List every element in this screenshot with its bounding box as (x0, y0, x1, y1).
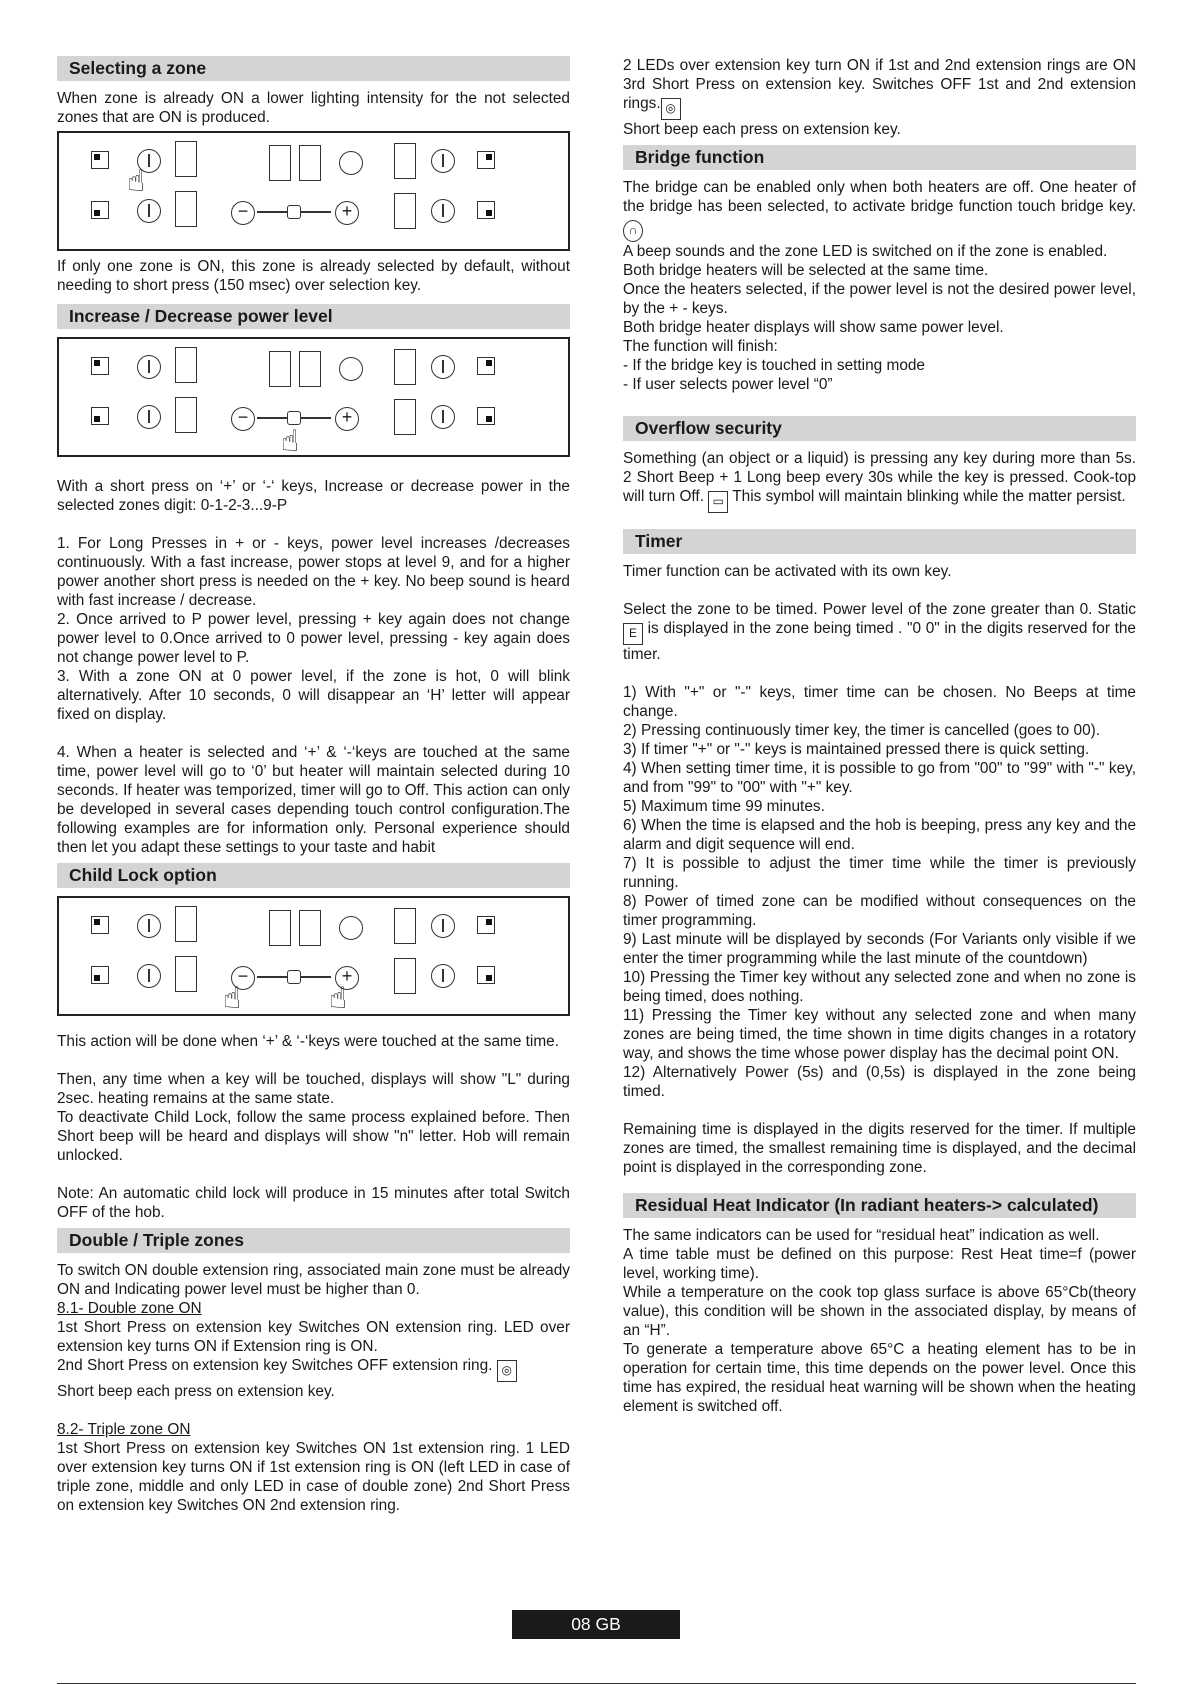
double-zone-subheading: 8.1- Double zone ON (57, 1300, 202, 1317)
timer-digit-display (269, 351, 291, 387)
timer-static-symbol-icon: E (623, 623, 643, 645)
plus-key-icon: + (335, 966, 359, 990)
timer-key-icon (339, 151, 363, 175)
child-lock-p1: This action will be done when ‘+’ & ‘-‘keys were touched at the same time. (57, 1033, 560, 1050)
bridge-p2: A beep sounds and the zone LED is switched on if the zone is enabled. (623, 243, 1108, 260)
bridge-p1: The bridge can be enabled only when both heaters are off. One heater of the bridge has been selected, to activate bridge function touch bridge key. (623, 179, 1136, 215)
timer-p1: Timer function can be activated with its own key. (623, 563, 952, 580)
zone-digit-display (175, 191, 197, 227)
power-level-p3: 2. Once arrived to P power level, pressing + key again does not change power level to 0.Once arrived to 0 power level, pressing - key again does not change power level to P. (57, 611, 570, 666)
hand-pointer-icon: ☝ (127, 165, 146, 198)
timer-item: 6) When the time is elapsed and the hob is beeping, press any key and the alarm and digit sequence will end. (623, 817, 1136, 853)
extension-cont-p2: Short beep each press on extension key. (623, 121, 901, 138)
child-lock-p3: To deactivate Child Lock, follow the same process explained before. Then Short beep will be heard and displays will show "n" letter. Hob will remain unlocked. (57, 1109, 570, 1164)
bridge-p3: Both bridge heaters will be selected at the same time. (623, 262, 989, 279)
zone-digit-display (175, 347, 197, 383)
zone-key-bottom (91, 966, 109, 984)
overflow-symbol-icon: ▭ (708, 491, 728, 513)
residual-p3: While a temperature on the cook top glass surface is above 65°Cb(theory value), this condition will be shown in the associated display, by means of an “H”. (623, 1284, 1136, 1339)
child-lock-p2: Then, any time when a key will be touched, displays will show "L" during 2sec. heating remains at the same state. (57, 1071, 570, 1107)
timer-p2a: Select the zone to be timed. Power level of the zone greater than 0. Static (623, 601, 1136, 618)
led-indicator (486, 360, 492, 366)
zone-key-right-top (477, 916, 495, 934)
timer-list (623, 683, 1136, 1101)
timer-digit-display (269, 910, 291, 946)
power-key-icon (431, 405, 455, 429)
residual-p4: To generate a temperature above 65°C a heating element has to be in operation for certain time, this time depends on the power level. Once this time has expired, the residual heat warning will be shown when the heating element is switched off. (623, 1341, 1136, 1415)
section-header-selecting-zone: Selecting a zone (57, 56, 570, 81)
timer-item: 10) Pressing the Timer key without any selected zone and when no zone is being timed, does nothing. (623, 969, 1136, 1005)
led-indicator (486, 919, 492, 925)
zone-key-bottom (91, 201, 109, 219)
zone-key-top (91, 357, 109, 375)
zone-key-right-top (477, 357, 495, 375)
power-level-p1: With a short press on ‘+’ or ‘-‘ keys, Increase or decrease power in the selected zones digit: 0-1-2-3...9-P (57, 478, 570, 514)
timer-key-icon (339, 916, 363, 940)
extension-cont-p1: 2 LEDs over extension key turn ON if 1st and 2nd extension rings are ON 3rd Short Press on extension key. Switches OFF 1st and 2nd extension rings. (623, 57, 1136, 112)
page-number: 08 GB (512, 1610, 680, 1639)
zone-key-top (91, 151, 109, 169)
double-triple-p3: 2nd Short Press on extension key Switches OFF extension ring. (57, 1357, 493, 1374)
extension-cont-p1-line (623, 56, 1136, 120)
power-level-p5: 4. When a heater is selected and ‘+’ & ‘-‘keys are touched at the same time, power level will go to ‘0’ but heater will maintain selected during 10 seconds. If heater was temporized, timer will go to Off. This action can only be developed in several cases depending touch control configuration.The following examples are for information only. Personal experience should then let you adapt these settings to your taste and habit (57, 744, 570, 856)
timer-key-icon (339, 357, 363, 381)
timer-p3: Remaining time is displayed in the digits reserved for the timer. If multiple zones are timed, the smallest remaining time is displayed, and the decimal point is displayed in the corresponding zone. (623, 1121, 1136, 1176)
bridge-p7: - If the bridge key is touched in setting mode (623, 357, 925, 374)
right-column (623, 56, 1136, 1416)
hand-pointer-icon: ☝ (281, 425, 300, 458)
double-triple-p2: 1st Short Press on extension key Switches ON extension ring. LED over extension key turns ON if Extension ring is ON. (57, 1319, 570, 1355)
power-key-icon (431, 914, 455, 938)
zone-digit-display (394, 958, 416, 994)
timer-p2 (623, 600, 1136, 664)
bridge-key-icon: ∩ (623, 220, 643, 242)
timer-item: 7) It is possible to adjust the timer time while the timer is previously running. (623, 855, 1136, 891)
residual-p1: The same indicators can be used for “residual heat” indication as well. (623, 1227, 1100, 1244)
led-indicator (94, 416, 100, 422)
control-panel-diagram-1 (57, 131, 570, 251)
plus-key-icon: + (335, 407, 359, 431)
lock-key-icon (287, 411, 301, 425)
section-header-timer: Timer (623, 529, 1136, 554)
hand-pointer-icon: ☝ (223, 982, 242, 1015)
led-indicator (94, 975, 100, 981)
control-panel-diagram-3 (57, 896, 570, 1016)
led-indicator (94, 919, 100, 925)
control-panel-diagram-2 (57, 337, 570, 457)
lock-key-icon (287, 970, 301, 984)
section-header-double-triple: Double / Triple zones (57, 1228, 570, 1253)
timer-item: 5) Maximum time 99 minutes. (623, 798, 825, 815)
timer-item: 12) Alternatively Power (5s) and (0,5s) is displayed in the zone being timed. (623, 1064, 1136, 1100)
power-key-icon (137, 199, 161, 223)
zone-digit-display (175, 956, 197, 992)
triple-zone-subheading: 8.2- Triple zone ON (57, 1421, 191, 1438)
zone-digit-display (175, 141, 197, 177)
double-triple-p3-line (57, 1356, 570, 1382)
led-indicator (94, 360, 100, 366)
zone-digit-display (394, 908, 416, 944)
bridge-p8: - If user selects power level “0” (623, 376, 833, 393)
hand-pointer-icon: ☝ (329, 982, 348, 1015)
timer-digit-display (269, 145, 291, 181)
led-indicator (486, 975, 492, 981)
section-header-residual-heat: Residual Heat Indicator (In radiant heaters-> calculated) (623, 1193, 1136, 1218)
plus-key-icon: + (335, 201, 359, 225)
bridge-p5: Both bridge heater displays will show same power level. (623, 319, 1004, 336)
section-header-power-level: Increase / Decrease power level (57, 304, 570, 329)
left-column (57, 56, 570, 1515)
timer-digit-display (299, 145, 321, 181)
timer-digit-display (299, 910, 321, 946)
double-triple-p1: To switch ON double extension ring, associated main zone must be already ON and Indicating power level must be higher than 0. (57, 1262, 570, 1298)
double-triple-p5: 1st Short Press on extension key Switches ON 1st extension ring. 1 LED over extension key turns ON if 1st extension ring is ON (left LED in case of triple zone, middle and only LED in case of double zone) 2nd Short Press on extension key Switches ON 2nd extension ring. (57, 1440, 570, 1514)
power-level-p4: 3. With a zone ON at 0 power level, if the zone is hot, 0 will blink alternatively. After 10 seconds, 0 will disappear an ‘H’ letter will appear fixed on display. (57, 668, 570, 723)
power-key-icon (431, 199, 455, 223)
power-key-icon (137, 355, 161, 379)
led-indicator (486, 210, 492, 216)
zone-key-bottom (91, 407, 109, 425)
zone-digit-display (394, 193, 416, 229)
minus-key-icon: − (231, 201, 255, 225)
timer-item: 2) Pressing continuously timer key, the timer is cancelled (goes to 00). (623, 722, 1101, 739)
led-indicator (486, 416, 492, 422)
zone-digit-display (175, 397, 197, 433)
led-indicator (94, 154, 100, 160)
timer-item: 9) Last minute will be displayed by seconds (For Variants only visible if we enter the timer programming while the last minute of the countdown) (623, 931, 1136, 967)
lock-key-icon (287, 205, 301, 219)
power-key-icon (431, 964, 455, 988)
zone-key-right-bottom (477, 966, 495, 984)
timer-item: 4) When setting timer time, it is possible to go from "00" to "99" with "-" key, and from "99" to "00" with "+" key. (623, 760, 1136, 796)
overflow-p1b: This symbol will maintain blinking while the matter persist. (732, 488, 1126, 505)
child-lock-p4: Note: An automatic child lock will produce in 15 minutes after total Switch OFF of the hob. (57, 1185, 570, 1221)
power-key-icon (431, 355, 455, 379)
extension-ring-icon: ◎ (497, 1360, 517, 1382)
timer-item: 1) With "+" or "-" keys, timer time can be chosen. No Beeps at time change. (623, 684, 1136, 720)
extension-ring-icon: ◎ (661, 98, 681, 120)
section-header-bridge: Bridge function (623, 145, 1136, 170)
timer-p2b: is displayed in the zone being timed . "0 0" in the digits reserved for the timer. (623, 620, 1136, 663)
zone-key-right-top (477, 151, 495, 169)
bridge-p1-line (623, 178, 1136, 242)
timer-item: 3) If timer "+" or "-" keys is maintained pressed there is quick setting. (623, 741, 1090, 758)
timer-item: 11) Pressing the Timer key without any selected zone and when many zones are being timed, the time shown in time digits changes in a rotatory way, and shows the time whose power display has the decimal point ON. (623, 1007, 1136, 1062)
led-indicator (486, 154, 492, 160)
zone-digit-display (394, 143, 416, 179)
power-key-icon (431, 149, 455, 173)
led-indicator (94, 210, 100, 216)
selecting-zone-after: If only one zone is ON, this zone is already selected by default, without needing to short press (150 msec) over selection key. (57, 258, 570, 294)
residual-p2: A time table must be defined on this purpose: Rest Heat time=f (power level, working time). (623, 1246, 1136, 1282)
timer-digit-display (299, 351, 321, 387)
zone-key-top (91, 916, 109, 934)
overflow-p1a: Something (an object or a liquid) is pressing any key during more than 5s. 2 Short Beep + 1 Long beep every 30s while the key is pressed. Cook-top will turn Off. (623, 450, 1136, 505)
power-key-icon (137, 914, 161, 938)
section-header-overflow: Overflow security (623, 416, 1136, 441)
section-header-child-lock: Child Lock option (57, 863, 570, 888)
zone-digit-display (394, 349, 416, 385)
bridge-p6: The function will finish: (623, 338, 778, 355)
power-level-p2: 1. For Long Presses in + or - keys, power level increases /decreases continuously. With a fast increase, power stops at level 9, and for a higher power another short press is needed on the + key. No beep sound is heard with fast increase / decrease. (57, 535, 570, 609)
zone-digit-display (175, 906, 197, 942)
timer-item: 8) Power of timed zone can be modified without consequences on the timer programming. (623, 893, 1136, 929)
zone-digit-display (394, 399, 416, 435)
minus-key-icon: − (231, 407, 255, 431)
overflow-p1 (623, 449, 1136, 513)
selecting-zone-intro: When zone is already ON a lower lighting intensity for the not selected zones that are ON is produced. (57, 90, 570, 126)
zone-key-right-bottom (477, 201, 495, 219)
power-key-icon (137, 964, 161, 988)
bridge-p4: Once the heaters selected, if the power level is not the desired power level, by the + - keys. (623, 281, 1136, 317)
double-triple-p4: Short beep each press on extension key. (57, 1383, 335, 1400)
power-key-icon (137, 405, 161, 429)
minus-key-icon: − (231, 966, 255, 990)
zone-key-right-bottom (477, 407, 495, 425)
